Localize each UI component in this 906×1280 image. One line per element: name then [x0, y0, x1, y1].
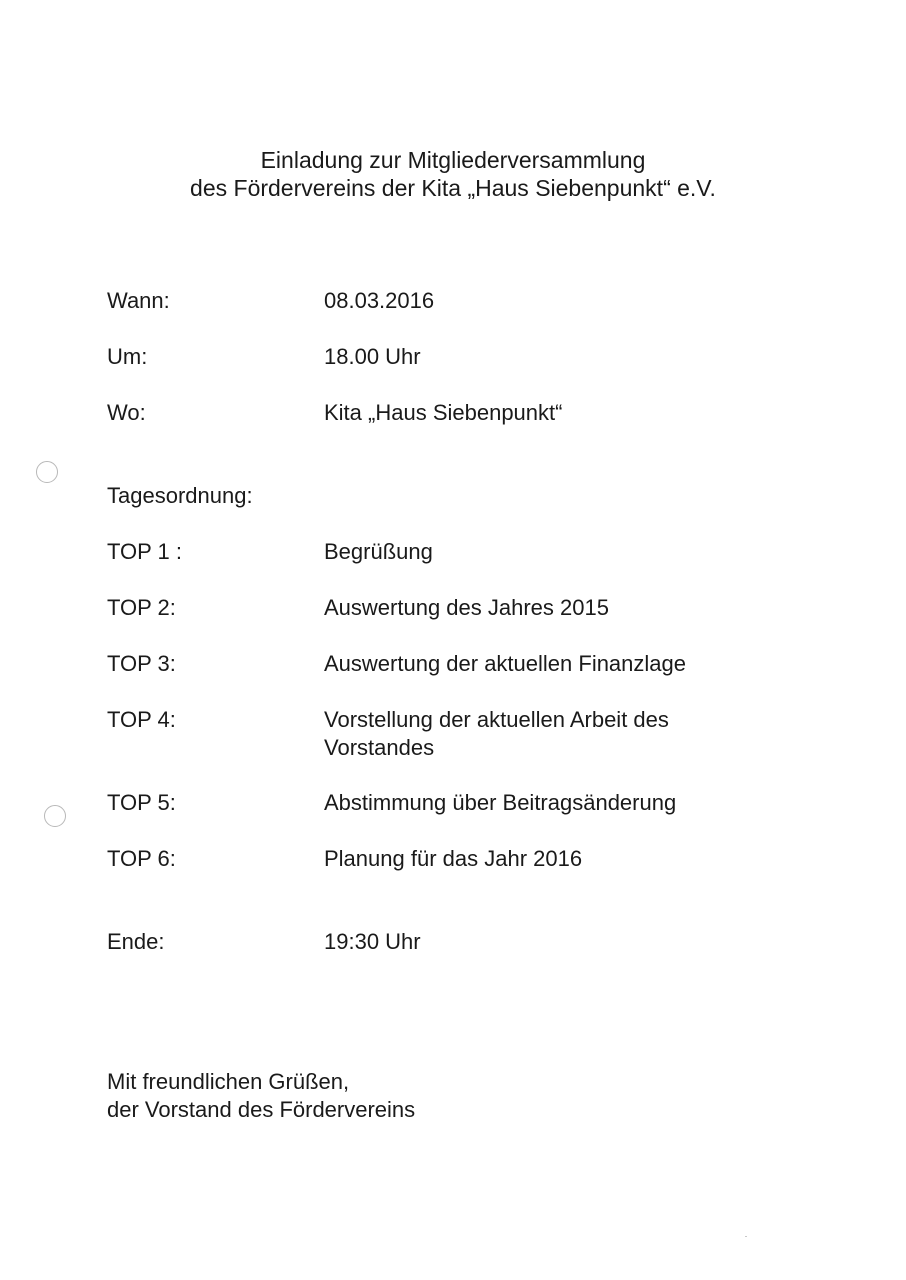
closing-signature	[107, 1068, 415, 1124]
agenda-item-text: Begrüßung	[324, 539, 433, 564]
agenda-item-label: TOP 4:	[107, 707, 176, 732]
end-label: Ende:	[107, 929, 165, 954]
detail-value: 18.00 Uhr	[324, 344, 421, 369]
agenda-item-text: Abstimmung über Beitragsänderung	[324, 790, 677, 815]
end-value: 19:30 Uhr	[324, 929, 421, 954]
closing-line-2: der Vorstand des Fördervereins	[107, 1097, 416, 1122]
detail-label: Wo:	[107, 400, 146, 425]
title-line-2: des Fördervereins der Kita „Haus Siebenpunkt“ e.V.	[190, 175, 716, 201]
detail-value: 08.03.2016	[324, 288, 435, 313]
agenda-item-label: TOP 1 :	[107, 539, 183, 564]
detail-label: Wann:	[107, 288, 170, 313]
title-line-1: Einladung zur Mitgliederversammlung	[260, 147, 646, 173]
document-title	[0, 146, 906, 202]
agenda-item-text: Planung für das Jahr 2016	[324, 846, 583, 871]
punch-hole-bottom	[44, 805, 66, 827]
closing-line-1: Mit freundlichen Grüßen,	[107, 1069, 350, 1094]
scan-speck	[745, 1236, 747, 1237]
agenda-item-text: Vorstellung der aktuellen Arbeit des Vorstandes	[324, 707, 669, 760]
agenda-item-text: Auswertung des Jahres 2015	[324, 595, 609, 620]
agenda-item-label: TOP 2:	[107, 595, 176, 620]
agenda-heading: Tagesordnung:	[107, 483, 253, 508]
agenda-item-label: TOP 5:	[107, 790, 176, 815]
agenda-item-label: TOP 6:	[107, 846, 176, 871]
detail-value: Kita „Haus Siebenpunkt“	[324, 400, 563, 425]
detail-label: Um:	[107, 344, 148, 369]
agenda-item-label: TOP 3:	[107, 651, 176, 676]
punch-hole-top	[36, 461, 58, 483]
agenda-item-text: Auswertung der aktuellen Finanzlage	[324, 651, 687, 676]
